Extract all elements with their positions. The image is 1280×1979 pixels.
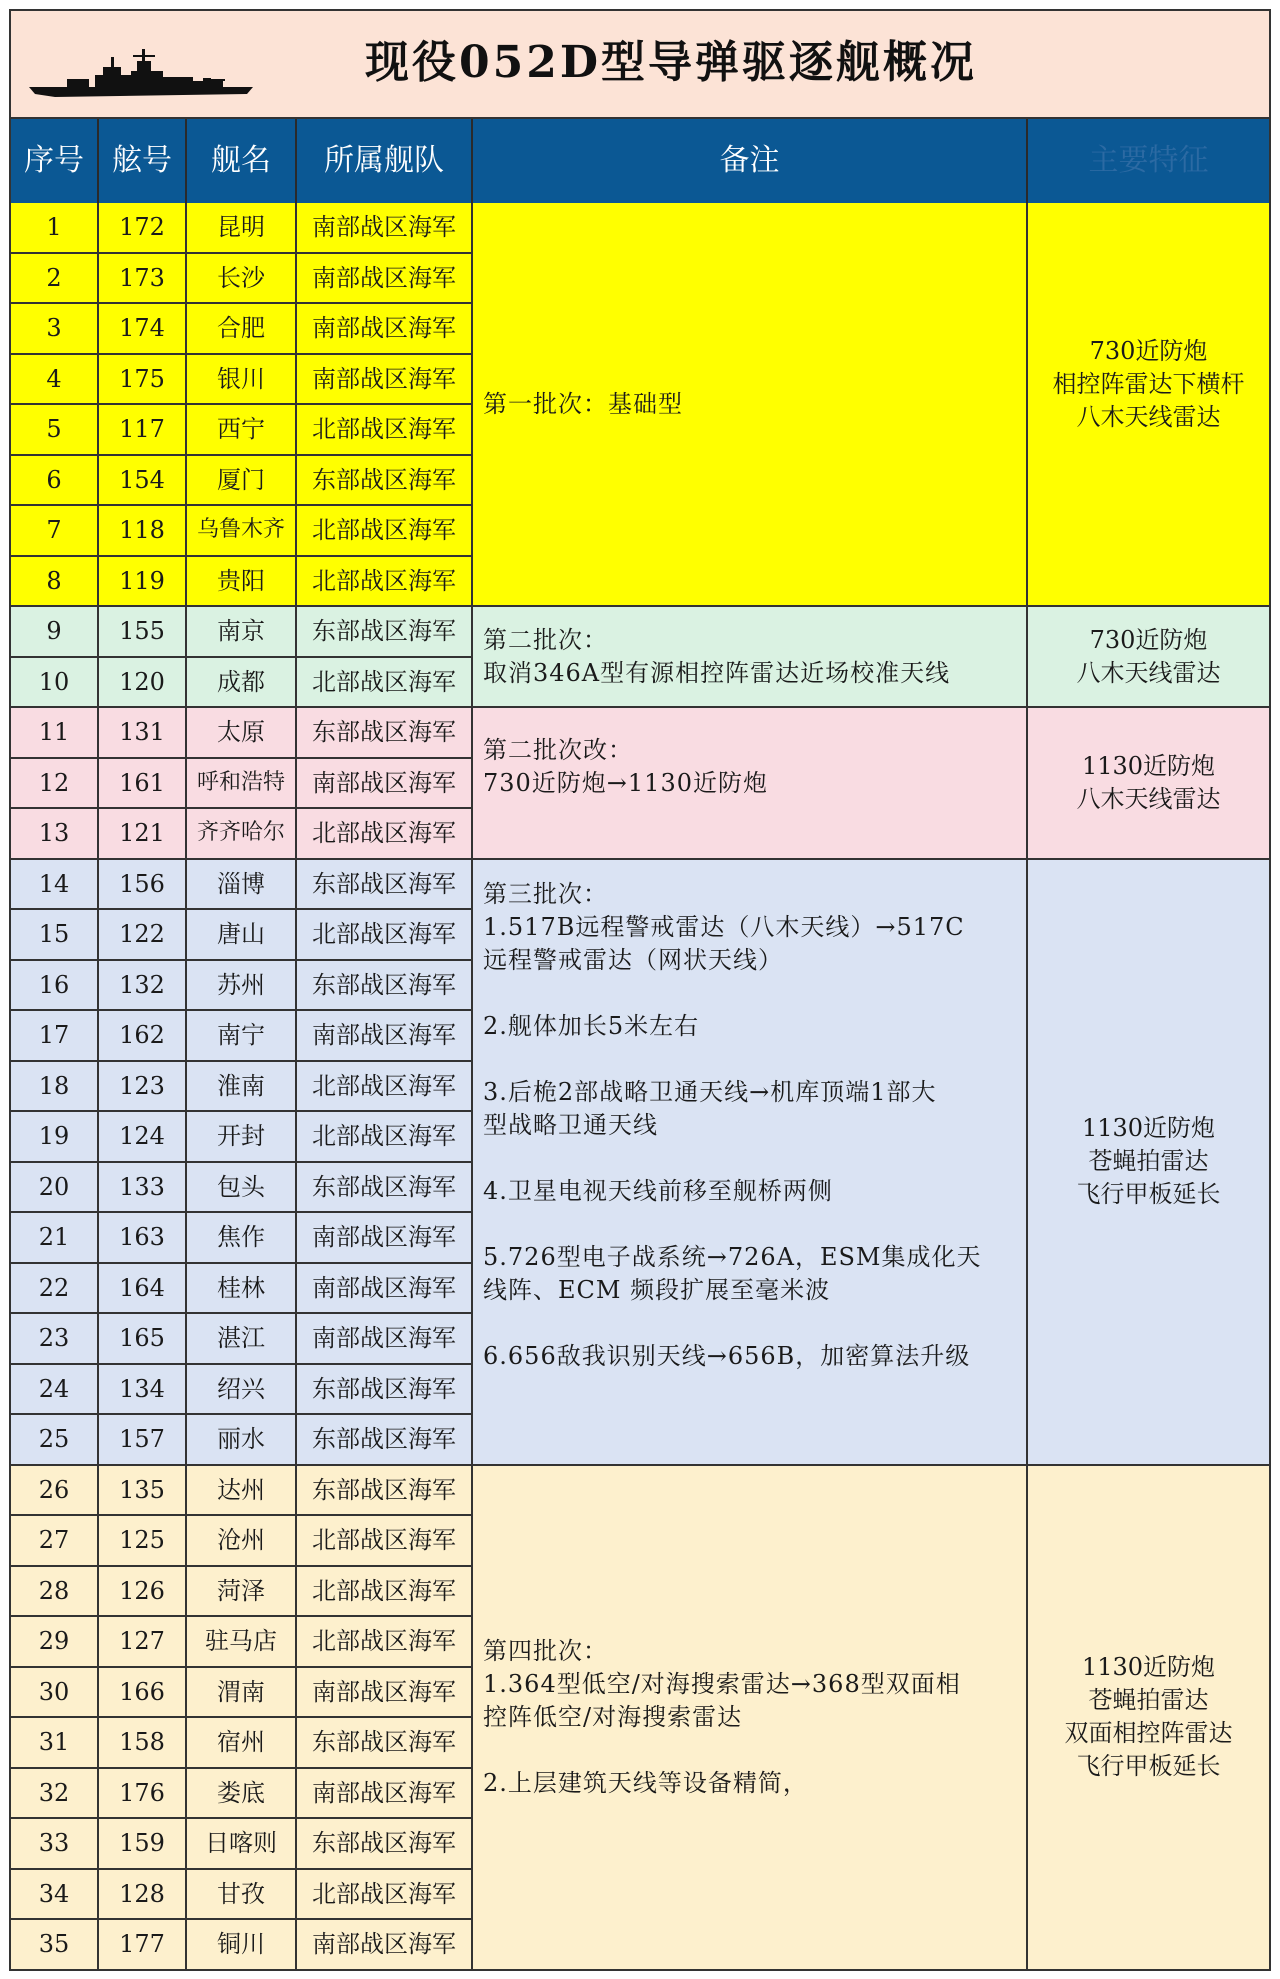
ship-name: 丽水 [187, 1415, 297, 1466]
ship-name: 沧州 [187, 1516, 297, 1567]
note-line: 第二批次改： [483, 736, 633, 764]
ship-hull-number: 131 [99, 708, 187, 759]
note-line: 远程警戒雷达（网状天线） [483, 945, 783, 974]
feature-line: 八木天线雷达 [1076, 403, 1221, 431]
note-line [483, 1043, 1016, 1076]
ship-fleet: 北部战区海军 [297, 1062, 473, 1113]
ship-fleet: 南部战区海军 [297, 1314, 473, 1365]
note-line [483, 1142, 1016, 1175]
ship-fleet: 北部战区海军 [297, 1567, 473, 1618]
feature-line: 八木天线雷达 [1076, 784, 1221, 813]
ship-name: 太原 [187, 708, 297, 759]
ship-hull-number: 132 [99, 961, 187, 1012]
ship-name: 娄底 [187, 1769, 297, 1820]
ship-hull-number: 156 [99, 860, 187, 911]
ship-fleet: 东部战区海军 [297, 1415, 473, 1466]
ship-fleet: 南部战区海军 [297, 1920, 473, 1971]
ship-index: 9 [11, 607, 99, 658]
destroyer-silhouette-icon [25, 47, 257, 103]
header-hull-number: 舷号 [99, 119, 187, 203]
header-index: 序号 [11, 119, 99, 203]
header-features: 主要特征 [1028, 119, 1269, 203]
ship-name: 成都 [187, 658, 297, 709]
ship-hull-number: 117 [99, 405, 187, 456]
feature-line: 相控阵雷达下横杆 [1052, 370, 1245, 398]
ship-hull-number: 127 [99, 1617, 187, 1668]
summary-sheet [9, 9, 1271, 1971]
note-line: 3.后桅2部战略卫通天线→机库顶端1部大 [483, 1077, 937, 1106]
note-line: 取消346A型有源相控阵雷达近场校准天线 [483, 658, 951, 687]
ship-hull-number: 157 [99, 1415, 187, 1466]
note-line: 第四批次： [483, 1636, 608, 1665]
ship-fleet: 东部战区海军 [297, 1819, 473, 1870]
page-title: 现役052D型导弹驱逐舰概况 [364, 37, 977, 88]
ship-hull-number: 126 [99, 1567, 187, 1618]
ship-hull-number: 175 [99, 355, 187, 406]
note-line: 第三批次： [483, 879, 608, 908]
ship-name: 贵阳 [187, 557, 297, 608]
ship-index: 28 [11, 1567, 99, 1618]
note-line [483, 1734, 1016, 1767]
ship-name: 齐齐哈尔 [187, 809, 297, 860]
ship-name: 银川 [187, 355, 297, 406]
ship-fleet: 东部战区海军 [297, 1365, 473, 1416]
ship-fleet: 东部战区海军 [297, 961, 473, 1012]
ship-hull-number: 158 [99, 1718, 187, 1769]
ship-hull-number: 161 [99, 759, 187, 810]
ship-name: 焦作 [187, 1213, 297, 1264]
ship-hull-number: 128 [99, 1870, 187, 1921]
ship-fleet: 南部战区海军 [297, 1668, 473, 1719]
ship-hull-number: 177 [99, 1920, 187, 1971]
note-line: 第一批次：基础型 [483, 389, 683, 418]
ship-index: 10 [11, 658, 99, 709]
ship-hull-number: 124 [99, 1112, 187, 1163]
ship-index: 19 [11, 1112, 99, 1163]
ship-name: 包头 [187, 1163, 297, 1214]
ship-name: 桂林 [187, 1264, 297, 1315]
ship-index: 14 [11, 860, 99, 911]
note-line [483, 1307, 1016, 1340]
ship-fleet: 南部战区海军 [297, 1011, 473, 1062]
ship-name: 乌鲁木齐 [187, 506, 297, 557]
ship-name: 昆明 [187, 203, 297, 254]
ship-name: 驻马店 [187, 1617, 297, 1668]
ship-index: 23 [11, 1314, 99, 1365]
feature-line: 飞行甲板延长 [1076, 1180, 1221, 1208]
ship-hull-number: 120 [99, 658, 187, 709]
ship-hull-number: 155 [99, 607, 187, 658]
note-line: 730近防炮→1130近防炮 [483, 769, 768, 797]
ship-name: 开封 [187, 1112, 297, 1163]
ship-fleet: 东部战区海军 [297, 607, 473, 658]
note-line: 5.726型电子战系统→726A，ESM集成化天 [483, 1242, 982, 1271]
title-bar [11, 11, 1269, 119]
ship-index: 4 [11, 355, 99, 406]
ship-hull-number: 119 [99, 557, 187, 608]
note-line: 4.卫星电视天线前移至舰桥两侧 [483, 1176, 833, 1205]
batch-features [1028, 860, 1269, 1466]
ship-hull-number: 125 [99, 1516, 187, 1567]
batch-features [1028, 1466, 1269, 1971]
ship-name: 南宁 [187, 1011, 297, 1062]
ship-fleet: 北部战区海军 [297, 658, 473, 709]
ship-name: 西宁 [187, 405, 297, 456]
destroyer-table [11, 119, 1269, 1969]
ship-index: 25 [11, 1415, 99, 1466]
batch-features [1028, 607, 1269, 708]
feature-line: 730近防炮 [1089, 337, 1208, 365]
ship-fleet: 东部战区海军 [297, 1163, 473, 1214]
ship-hull-number: 121 [99, 809, 187, 860]
ship-name: 淮南 [187, 1062, 297, 1113]
ship-name: 苏州 [187, 961, 297, 1012]
feature-line: 1130近防炮 [1081, 1114, 1216, 1142]
ship-index: 18 [11, 1062, 99, 1113]
ship-name: 宿州 [187, 1718, 297, 1769]
ship-fleet: 北部战区海军 [297, 1112, 473, 1163]
ship-index: 24 [11, 1365, 99, 1416]
ship-fleet: 南部战区海军 [297, 1213, 473, 1264]
ship-fleet: 南部战区海军 [297, 355, 473, 406]
ship-name: 渭南 [187, 1668, 297, 1719]
ship-name: 铜川 [187, 1920, 297, 1971]
ship-fleet: 北部战区海军 [297, 506, 473, 557]
ship-index: 31 [11, 1718, 99, 1769]
ship-hull-number: 173 [99, 254, 187, 305]
ship-fleet: 北部战区海军 [297, 809, 473, 860]
note-line: 第二批次： [483, 625, 608, 654]
note-line: 1.517B远程警戒雷达（八木天线）→517C [483, 912, 965, 941]
ship-index: 34 [11, 1870, 99, 1921]
ship-name: 湛江 [187, 1314, 297, 1365]
ship-hull-number: 134 [99, 1365, 187, 1416]
ship-hull-number: 135 [99, 1466, 187, 1517]
ship-name: 长沙 [187, 254, 297, 305]
ship-name: 淄博 [187, 860, 297, 911]
ship-name: 日喀则 [187, 1819, 297, 1870]
note-line: 6.656敌我识别天线→656B，加密算法升级 [483, 1341, 971, 1370]
ship-name: 合肥 [187, 304, 297, 355]
feature-line: 八木天线雷达 [1076, 658, 1221, 687]
ship-fleet: 南部战区海军 [297, 304, 473, 355]
ship-name: 厦门 [187, 456, 297, 507]
ship-index: 1 [11, 203, 99, 254]
ship-fleet: 北部战区海军 [297, 1516, 473, 1567]
batch-features [1028, 203, 1269, 607]
ship-fleet: 南部战区海军 [297, 203, 473, 254]
batch-notes [473, 1466, 1028, 1971]
note-line: 线阵、ECM 频段扩展至毫米波 [483, 1275, 831, 1304]
note-line: 型战略卫通天线 [483, 1110, 658, 1139]
ship-hull-number: 118 [99, 506, 187, 557]
ship-index: 35 [11, 1920, 99, 1971]
ship-hull-number: 174 [99, 304, 187, 355]
batch-features [1028, 708, 1269, 860]
ship-fleet: 东部战区海军 [297, 708, 473, 759]
header-notes: 备注 [473, 119, 1028, 203]
ship-fleet: 北部战区海军 [297, 1870, 473, 1921]
feature-line: 飞行甲板延长 [1076, 1752, 1221, 1780]
ship-fleet: 北部战区海军 [297, 405, 473, 456]
batch-notes [473, 708, 1028, 860]
ship-fleet: 北部战区海军 [297, 557, 473, 608]
ship-fleet: 东部战区海军 [297, 1718, 473, 1769]
ship-fleet: 北部战区海军 [297, 1617, 473, 1668]
ship-index: 21 [11, 1213, 99, 1264]
ship-fleet: 南部战区海军 [297, 1769, 473, 1820]
ship-name: 南京 [187, 607, 297, 658]
feature-line: 730近防炮 [1089, 625, 1208, 654]
ship-index: 7 [11, 506, 99, 557]
note-line: 2.舰体加长5米左右 [483, 1011, 700, 1040]
ship-index: 13 [11, 809, 99, 860]
ship-hull-number: 122 [99, 910, 187, 961]
feature-line: 双面相控阵雷达 [1064, 1719, 1233, 1747]
ship-fleet: 东部战区海军 [297, 1466, 473, 1517]
batch-notes [473, 607, 1028, 708]
ship-fleet: 北部战区海军 [297, 910, 473, 961]
feature-line: 苍蝇拍雷达 [1088, 1147, 1209, 1175]
header-ship-name: 舰名 [187, 119, 297, 203]
ship-name: 呼和浩特 [187, 759, 297, 810]
ship-hull-number: 172 [99, 203, 187, 254]
ship-index: 32 [11, 1769, 99, 1820]
ship-index: 29 [11, 1617, 99, 1668]
ship-fleet: 南部战区海军 [297, 1264, 473, 1315]
ship-index: 3 [11, 304, 99, 355]
ship-name: 达州 [187, 1466, 297, 1517]
note-line: 2.上层建筑天线等设备精简， [483, 1768, 808, 1797]
header-fleet: 所属舰队 [297, 119, 473, 203]
ship-index: 15 [11, 910, 99, 961]
ship-fleet: 南部战区海军 [297, 759, 473, 810]
ship-fleet: 南部战区海军 [297, 254, 473, 305]
ship-name: 绍兴 [187, 1365, 297, 1416]
ship-hull-number: 166 [99, 1668, 187, 1719]
ship-hull-number: 162 [99, 1011, 187, 1062]
batch-notes [473, 860, 1028, 1466]
ship-index: 8 [11, 557, 99, 608]
ship-name: 唐山 [187, 910, 297, 961]
ship-hull-number: 159 [99, 1819, 187, 1870]
ship-hull-number: 176 [99, 1769, 187, 1820]
ship-fleet: 东部战区海军 [297, 456, 473, 507]
ship-hull-number: 123 [99, 1062, 187, 1113]
feature-line: 1130近防炮 [1081, 751, 1216, 780]
ship-index: 30 [11, 1668, 99, 1719]
ship-index: 20 [11, 1163, 99, 1214]
note-line: 控阵低空/对海搜索雷达 [483, 1702, 743, 1731]
ship-index: 33 [11, 1819, 99, 1870]
note-line: 1.364型低空/对海搜索雷达→368型双面相 [483, 1669, 961, 1698]
ship-index: 12 [11, 759, 99, 810]
ship-index: 11 [11, 708, 99, 759]
ship-index: 27 [11, 1516, 99, 1567]
ship-index: 17 [11, 1011, 99, 1062]
ship-index: 16 [11, 961, 99, 1012]
ship-index: 22 [11, 1264, 99, 1315]
ship-fleet: 东部战区海军 [297, 860, 473, 911]
note-line [483, 977, 1016, 1010]
feature-line: 1130近防炮 [1081, 1653, 1216, 1681]
note-line [483, 1208, 1016, 1241]
ship-hull-number: 164 [99, 1264, 187, 1315]
ship-hull-number: 163 [99, 1213, 187, 1264]
ship-name: 甘孜 [187, 1870, 297, 1921]
ship-index: 26 [11, 1466, 99, 1517]
feature-line: 苍蝇拍雷达 [1088, 1686, 1209, 1714]
ship-index: 5 [11, 405, 99, 456]
ship-hull-number: 165 [99, 1314, 187, 1365]
ship-index: 6 [11, 456, 99, 507]
ship-name: 菏泽 [187, 1567, 297, 1618]
ship-index: 2 [11, 254, 99, 305]
batch-notes [473, 203, 1028, 607]
ship-hull-number: 133 [99, 1163, 187, 1214]
ship-hull-number: 154 [99, 456, 187, 507]
